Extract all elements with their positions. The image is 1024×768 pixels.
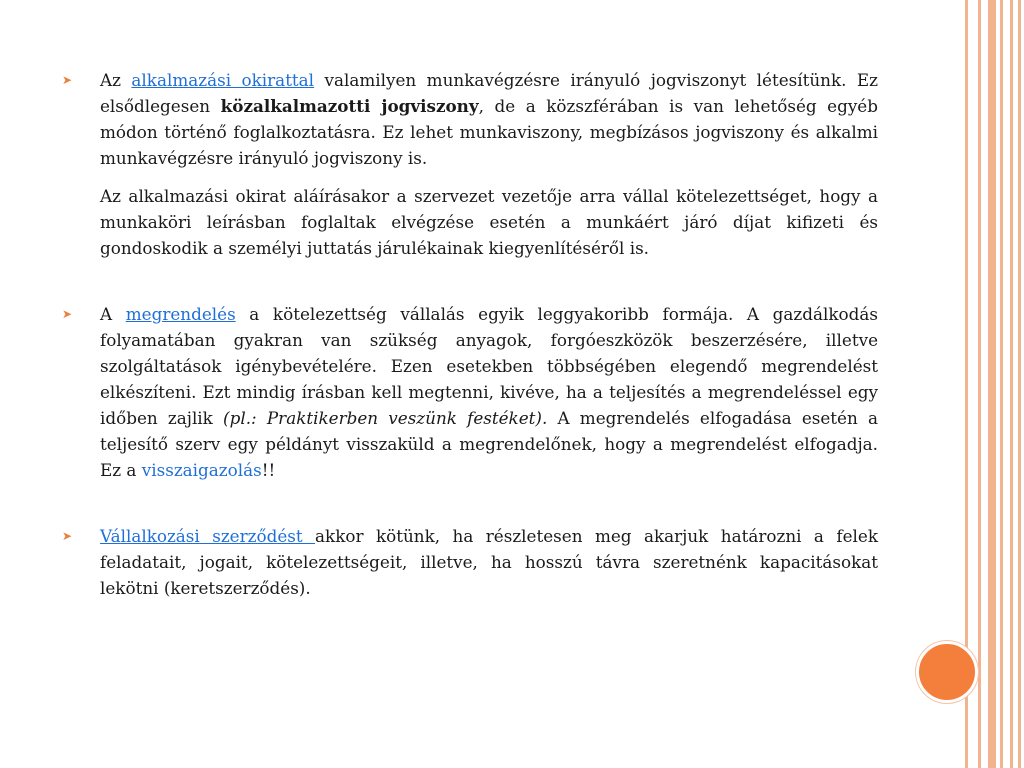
paragraph-megrendeles: A megrendelés a kötelezettség vállalás egyik leggyakoribb formája. A gazdálkodás folyamatában gyakran van szükség anyagok, forgóeszközök beszerzésére, illetve szolgáltatások igénybevételére. Ezen esetekben többségében elegendő megrendelést elkészíteni. Ezt mindig írásban kell megtenni, kivéve, ha a teljesítés a megrendeléssel egy időben zajlik (pl.: Praktikerben veszünk festéket). A megrendelés elfogadása esetén a teljesítő szerv egy példányt visszaküld a megrendelőnek, hogy a megrendelést elfogadja. Ez a visszaigazolás!! <box>100 304 878 480</box>
decorative-circle <box>916 641 978 703</box>
link-alkalmazasi-okirattal[interactable]: alkalmazási okirattal <box>131 70 315 90</box>
arrow-bullet-icon: ➤ <box>62 307 73 321</box>
link-megrendeles[interactable]: megrendelés <box>125 304 236 324</box>
paragraph-vallalkozasi-szerzodes: Vállalkozási szerződést akkor kötünk, ha részletesen meg akarjuk határozni a felek feladatait, jogait, kötelezettségeit, illetve, ha hosszú távra szeretnénk kapacitásokat lekötni (keretszerződés). <box>100 526 878 598</box>
slide-content <box>62 67 878 601</box>
link-visszaigazolas[interactable]: visszaigazolás <box>141 460 262 480</box>
paragraph-okirat-alairas: Az alkalmazási okirat aláírásakor a szervezet vezetője arra vállal kötelezettséget, hogy a munkaköri leírásban foglaltak elvégzése esetén a munkáért járó díjat kifizeti és gondoskodik a személyi juttatás járulékainak kiegyenlítéséről is. <box>100 186 878 258</box>
paragraph-alkalmazasi-okirat: Az alkalmazási okirattal valamilyen munkavégzésre irányuló jogviszonyt létesítünk. Ez elsődlegesen közalkalmazotti jogviszony, de a közszférában is van lehetőség egyéb módon történő foglalkoztatásra. Ez lehet munkaviszony, megbízásos jogviszony és alkalmi munkavégzésre irányuló jogviszony is. <box>100 70 879 168</box>
italic-example: (pl.: Praktikerben veszünk festéket). <box>223 408 548 428</box>
arrow-bullet-icon: ➤ <box>62 73 73 87</box>
list-item <box>62 67 878 261</box>
list-item <box>62 301 878 483</box>
bold-term: közalkalmazotti jogviszony <box>220 96 479 116</box>
list-item <box>62 523 878 601</box>
link-vallalkozasi-szerzodest[interactable]: Vállalkozási szerződést <box>100 526 316 546</box>
arrow-bullet-icon: ➤ <box>62 529 73 543</box>
decorative-stripes <box>964 0 1024 768</box>
